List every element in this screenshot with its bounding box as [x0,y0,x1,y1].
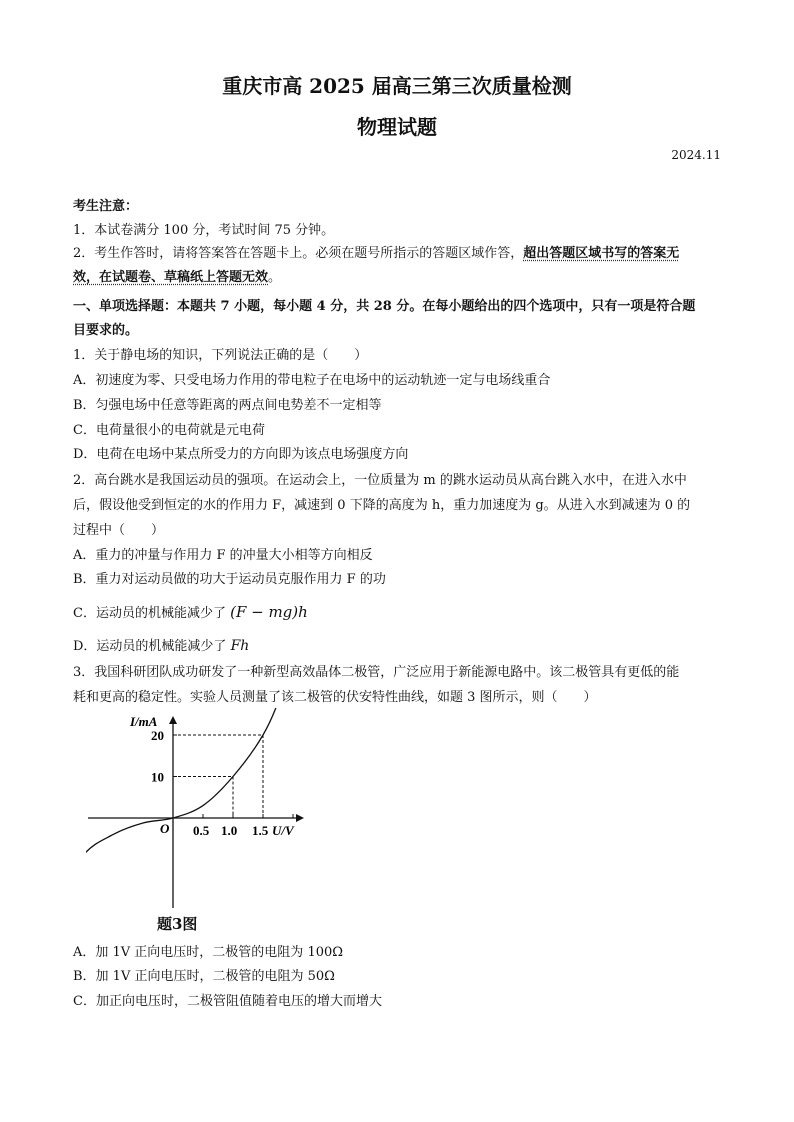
q2-option-a: A．重力的冲量与作用力 F 的冲量大小相等方向相反 [73,548,373,563]
section-heading-line-2: 目要求的。 [73,323,139,338]
q3-option-c: C．加正向电压时，二极管阻值随着电压的增大而增大 [73,994,382,1009]
q1-option-c: C．电荷量很小的电荷就是元电荷 [73,423,265,438]
q3-stem-line-1: 3．我国科研团队成功研发了一种新型高效晶体二极管，广泛应用于新能源电路中。该二极管具有更低的能 [73,665,680,680]
q2-stem-line-1: 2．高台跳水是我国运动员的强项。在运动会上，一位质量为 m 的跳水运动员从高台跳入水中，在进入水中 [73,473,687,488]
notice-item-1: 1．本试卷满分 100 分，考试时间 75 分钟。 [73,223,335,238]
y-tick-label-1: 10 [151,769,164,785]
notice-heading: 考生注意： [73,199,139,214]
notice-item-2-emphasis-1: 超出答题区域书写的答案无 [523,246,680,261]
x-tick-label-2: 1.0 [221,823,238,838]
iv-curve [86,708,290,905]
notice-item-2-emphasis-2: 效，在试题卷、草稿纸上答题无效 [73,270,269,285]
section-heading-line-1: 一、单项选择题：本题共 7 小题，每小题 4 分，共 28 分。在每小题给出的四个选项中，只有一项是符合题 [73,299,696,314]
q2-option-d [73,637,249,656]
x-axis-arrow [296,814,304,822]
notice-item-2-end: 。 [268,270,282,285]
q2-stem-line-2: 后，假设他受到恒定的水的作用力 F，减速到 0 下降的高度为 h，重力加速度为 g。从进入水到减速为 0 的 [73,498,691,513]
q2-option-d-formula: Fh [230,638,250,654]
x-axis-label: U/V [272,823,294,838]
q3-stem-line-2: 耗和更高的稳定性。实验人员测量了该二极管的伏安特性曲线，如题 3 图所示，则（ ） [73,690,597,705]
page-title: 重庆市高 2025 届高三第三次质量检测 [222,74,572,98]
page-subtitle: 物理试题 [357,115,437,139]
q1-option-d: D．电荷在电场中某点所受力的方向即为该点电场强度方向 [73,447,409,462]
q2-option-d-text: D．运动员的机械能减少了 [73,639,227,654]
notice-item-2-cont [73,269,281,287]
q3-option-b: B．加 1V 正向电压时，二极管的电阻为 50Ω [73,969,335,984]
notice-item-2-text: 2．考生作答时，请将答案答在答题卡上。必须在题号所指示的答题区域作答， [73,246,524,261]
q1-option-b: B．匀强电场中任意等距离的两点间电势差不一定相等 [73,398,382,413]
q2-stem-line-3: 过程中（ ） [73,523,165,538]
notice-item-2 [73,245,679,263]
q2-option-c [73,603,308,623]
y-tick-label-2: 20 [151,728,164,743]
y-axis-arrow [169,716,177,724]
x-tick-label-3: 1.5 [252,823,269,838]
q1-stem: 1．关于静电场的知识，下列说法正确的是（ ） [73,348,368,363]
q2-option-b: B．重力对运动员做的功大于运动员克服作用力 F 的功 [73,572,386,587]
q3-option-a: A．加 1V 正向电压时，二极管的电阻为 100Ω [73,945,344,960]
figure-caption: 题3图 [157,915,198,933]
origin-label: O [160,821,170,836]
iv-characteristic-chart [86,708,316,913]
q1-option-a: A．初速度为零、只受电场力作用的带电粒子在电场中的运动轨迹一定与电场线重合 [73,373,551,388]
y-axis-label: I/mA [130,714,158,729]
exam-date: 2024.11 [671,148,721,162]
x-tick-label-1: 0.5 [193,823,210,838]
q2-option-c-text: C．运动员的机械能减少了 [73,606,226,621]
q2-option-c-formula: (F − mg)h [230,603,308,621]
